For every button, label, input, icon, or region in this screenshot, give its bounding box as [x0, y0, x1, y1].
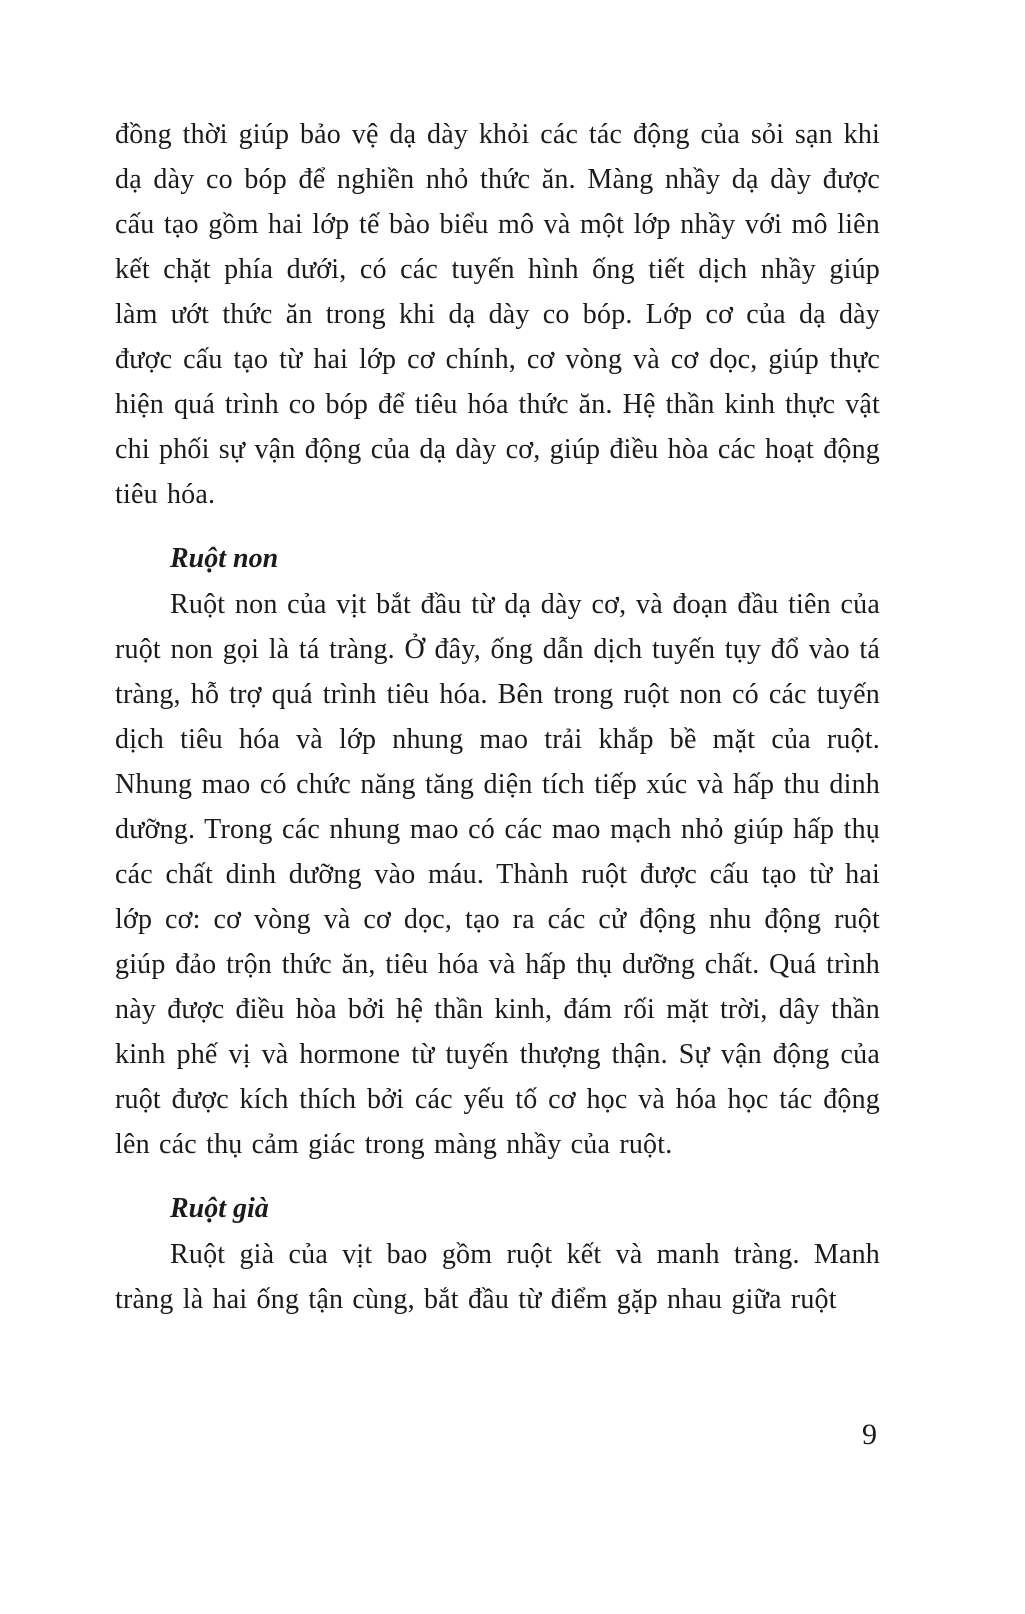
paragraph-ruot-gia: Ruột già của vịt bao gồm ruột kết và manh tràng. Manh tràng là hai ống tận cùng, bắt đầu từ điểm gặp nhau giữa ruột	[115, 1239, 880, 1315]
heading-ruot-non: Ruột non	[170, 543, 279, 574]
paragraph-stomach-continued: đồng thời giúp bảo vệ dạ dày khỏi các tác động của sỏi sạn khi dạ dày co bóp để nghiền nhỏ thức ăn. Màng nhầy dạ dày được cấu tạo gồm hai lớp tế bào biểu mô và một lớp nhầy với mô liên kết chặt phía dưới, có các tuyến hình ống tiết dịch nhầy giúp làm ướt thức ăn trong khi dạ dày co bóp. Lớp cơ của dạ dày được cấu tạo từ hai lớp cơ chính, cơ vòng và cơ dọc, giúp thực hiện quá trình co bóp để tiêu hóa thức ăn. Hệ thần kinh thực vật chi phối sự vận động của dạ dày cơ, giúp điều hòa các hoạt động tiêu hóa.	[115, 119, 880, 510]
paragraph-ruot-non: Ruột non của vịt bắt đầu từ dạ dày cơ, và đoạn đầu tiên của ruột non gọi là tá tràng. Ở đây, ống dẫn dịch tuyến tụy đổ vào tá tràng, hỗ trợ quá trình tiêu hóa. Bên trong ruột non có các tuyến dịch tiêu hóa và lớp nhung mao trải khắp bề mặt của ruột. Nhung mao có chức năng tăng diện tích tiếp xúc và hấp thu dinh dưỡng. Trong các nhung mao có các mao mạch nhỏ giúp hấp thụ các chất dinh dưỡng vào máu. Thành ruột được cấu tạo từ hai lớp cơ: cơ vòng và cơ dọc, tạo ra các cử động nhu động ruột giúp đảo trộn thức ăn, tiêu hóa và hấp thụ dưỡng chất. Quá trình này được điều hòa bởi hệ thần kinh, đám rối mặt trời, dây thần kinh phế vị và hormone từ tuyến thượng thận. Sự vận động của ruột được kích thích bởi các yếu tố cơ học và hóa học tác động lên các thụ cảm giác trong màng nhầy của ruột.	[115, 589, 880, 1160]
page-number: 9	[862, 1418, 877, 1451]
heading-ruot-gia: Ruột già	[170, 1193, 269, 1224]
text-column	[115, 112, 880, 1322]
